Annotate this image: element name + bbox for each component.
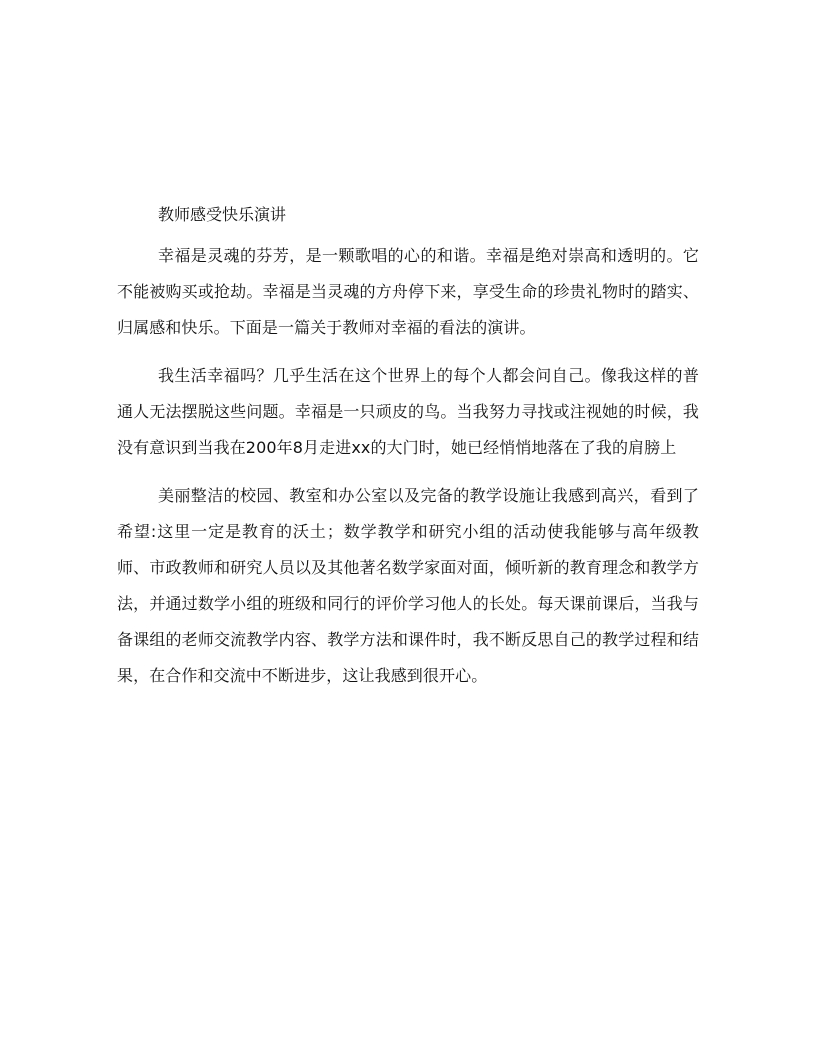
document-body [117,198,699,694]
paragraph-happiness-question: 我生活幸福吗？几乎生活在这个世界上的每个人都会问自己。像我这样的普通人无法摆脱这些问题。幸福是一只顽皮的鸟。当我努力寻找或注视她的时候，我没有意识到当我在200年8月走进xx的大门时，她已经悄悄地落在了我的肩膀上 [117,366,699,457]
document-title: 教师感受快乐演讲 [158,205,287,224]
paragraph-intro: 幸福是灵魂的芬芳，是一颗歌唱的心的和谐。幸福是绝对崇高和透明的。它不能被购买或抢劫。幸福是当灵魂的方舟停下来，享受生命的珍贵礼物时的踏实、归属感和快乐。下面是一篇关于教师对幸福的看法的演讲。 [117,246,699,337]
paragraph-school-experience: 美丽整洁的校园、教室和办公室以及完备的教学设施让我感到高兴，看到了希望:这里一定是教育的沃土；数学教学和研究小组的活动使我能够与高年级教师、市政教师和研究人员以及其他著名数学家面对面，倾听新的教育理念和教学方法，并通过数学小组的班级和同行的评价学习他人的长处。每天课前课后，当我与备课组的老师交流教学内容、教学方法和课件时，我不断反思自己的教学过程和结果，在合作和交流中不断进步，这让我感到很开心。 [117,486,699,685]
